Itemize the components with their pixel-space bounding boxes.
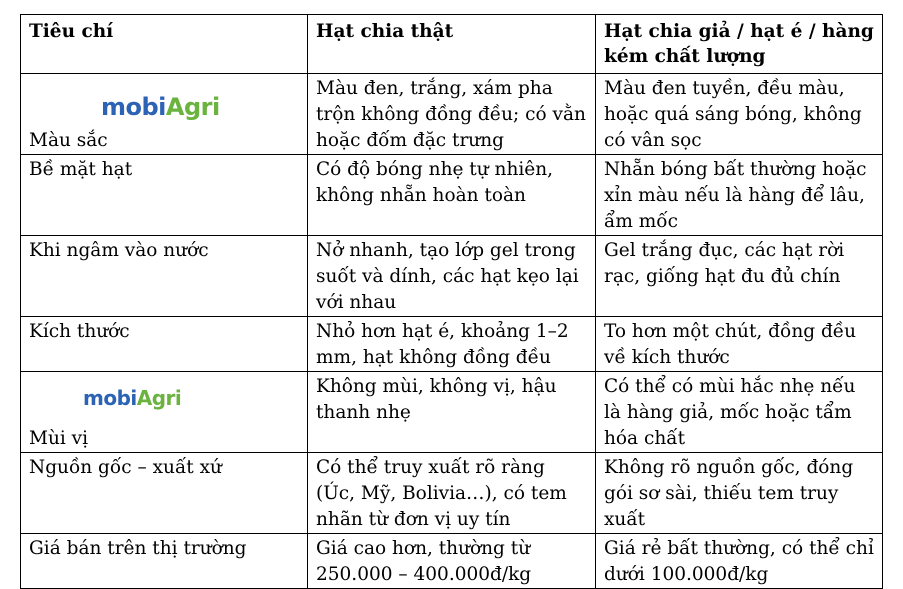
table-row [21, 236, 883, 317]
real-cell: Giá cao hơn, thường từ 250.000 – 400.000đ/kg [308, 534, 596, 589]
real-cell: Nở nhanh, tạo lớp gel trong suốt và dính, các hạt kẹo lại với nhau [308, 236, 596, 317]
criterion-cell: Kích thước [21, 317, 308, 372]
table-row [21, 317, 883, 372]
criterion-cell: Nguồn gốc – xuất xứ [21, 453, 308, 534]
criterion-cell: Bề mặt hạt [21, 155, 308, 236]
comparison-table [20, 14, 883, 589]
criterion-cell: Giá bán trên thị trường [21, 534, 308, 589]
real-cell: Không mùi, không vị, hậu thanh nhẹ [308, 372, 596, 453]
fake-cell: Giá rẻ bất thường, có thể chỉ dưới 100.000đ/kg [596, 534, 883, 589]
header-real-chia: Hạt chia thật [308, 15, 596, 74]
mobiagri-logo: mobiAgri [101, 93, 220, 121]
real-cell: Có độ bóng nhẹ tự nhiên, không nhẵn hoàn toàn [308, 155, 596, 236]
criterion-label: Màu sắc [29, 130, 108, 151]
header-criterion: Tiêu chí [21, 15, 308, 74]
criterion-cell [21, 74, 308, 155]
criterion-cell [21, 372, 308, 453]
mobiagri-logo: mobiAgri [83, 386, 182, 410]
criterion-label: Mùi vị [29, 428, 89, 449]
criterion-cell: Khi ngâm vào nước [21, 236, 308, 317]
real-cell: Có thể truy xuất rõ ràng (Úc, Mỹ, Bolivia…), có tem nhãn từ đơn vị uy tín [308, 453, 596, 534]
fake-cell: Gel trắng đục, các hạt rời rạc, giống hạt đu đủ chín [596, 236, 883, 317]
table-row [21, 453, 883, 534]
table-row [21, 534, 883, 589]
fake-cell: Màu đen tuyền, đều màu, hoặc quá sáng bóng, không có vân sọc [596, 74, 883, 155]
fake-cell: Có thể có mùi hắc nhẹ nếu là hàng giả, mốc hoặc tẩm hóa chất [596, 372, 883, 453]
header-row [21, 15, 883, 74]
real-cell: Màu đen, trắng, xám pha trộn không đồng đều; có vằn hoặc đốm đặc trưng [308, 74, 596, 155]
header-fake-chia: Hạt chia giả / hạt é / hàng kém chất lượng [596, 15, 883, 74]
table-row [21, 155, 883, 236]
fake-cell: Nhẵn bóng bất thường hoặc xỉn màu nếu là hàng để lâu, ẩm mốc [596, 155, 883, 236]
fake-cell: To hơn một chút, đồng đều về kích thước [596, 317, 883, 372]
real-cell: Nhỏ hơn hạt é, khoảng 1–2 mm, hạt không đồng đều [308, 317, 596, 372]
table-row [21, 74, 883, 155]
table-row [21, 372, 883, 453]
fake-cell: Không rõ nguồn gốc, đóng gói sơ sài, thiếu tem truy xuất [596, 453, 883, 534]
